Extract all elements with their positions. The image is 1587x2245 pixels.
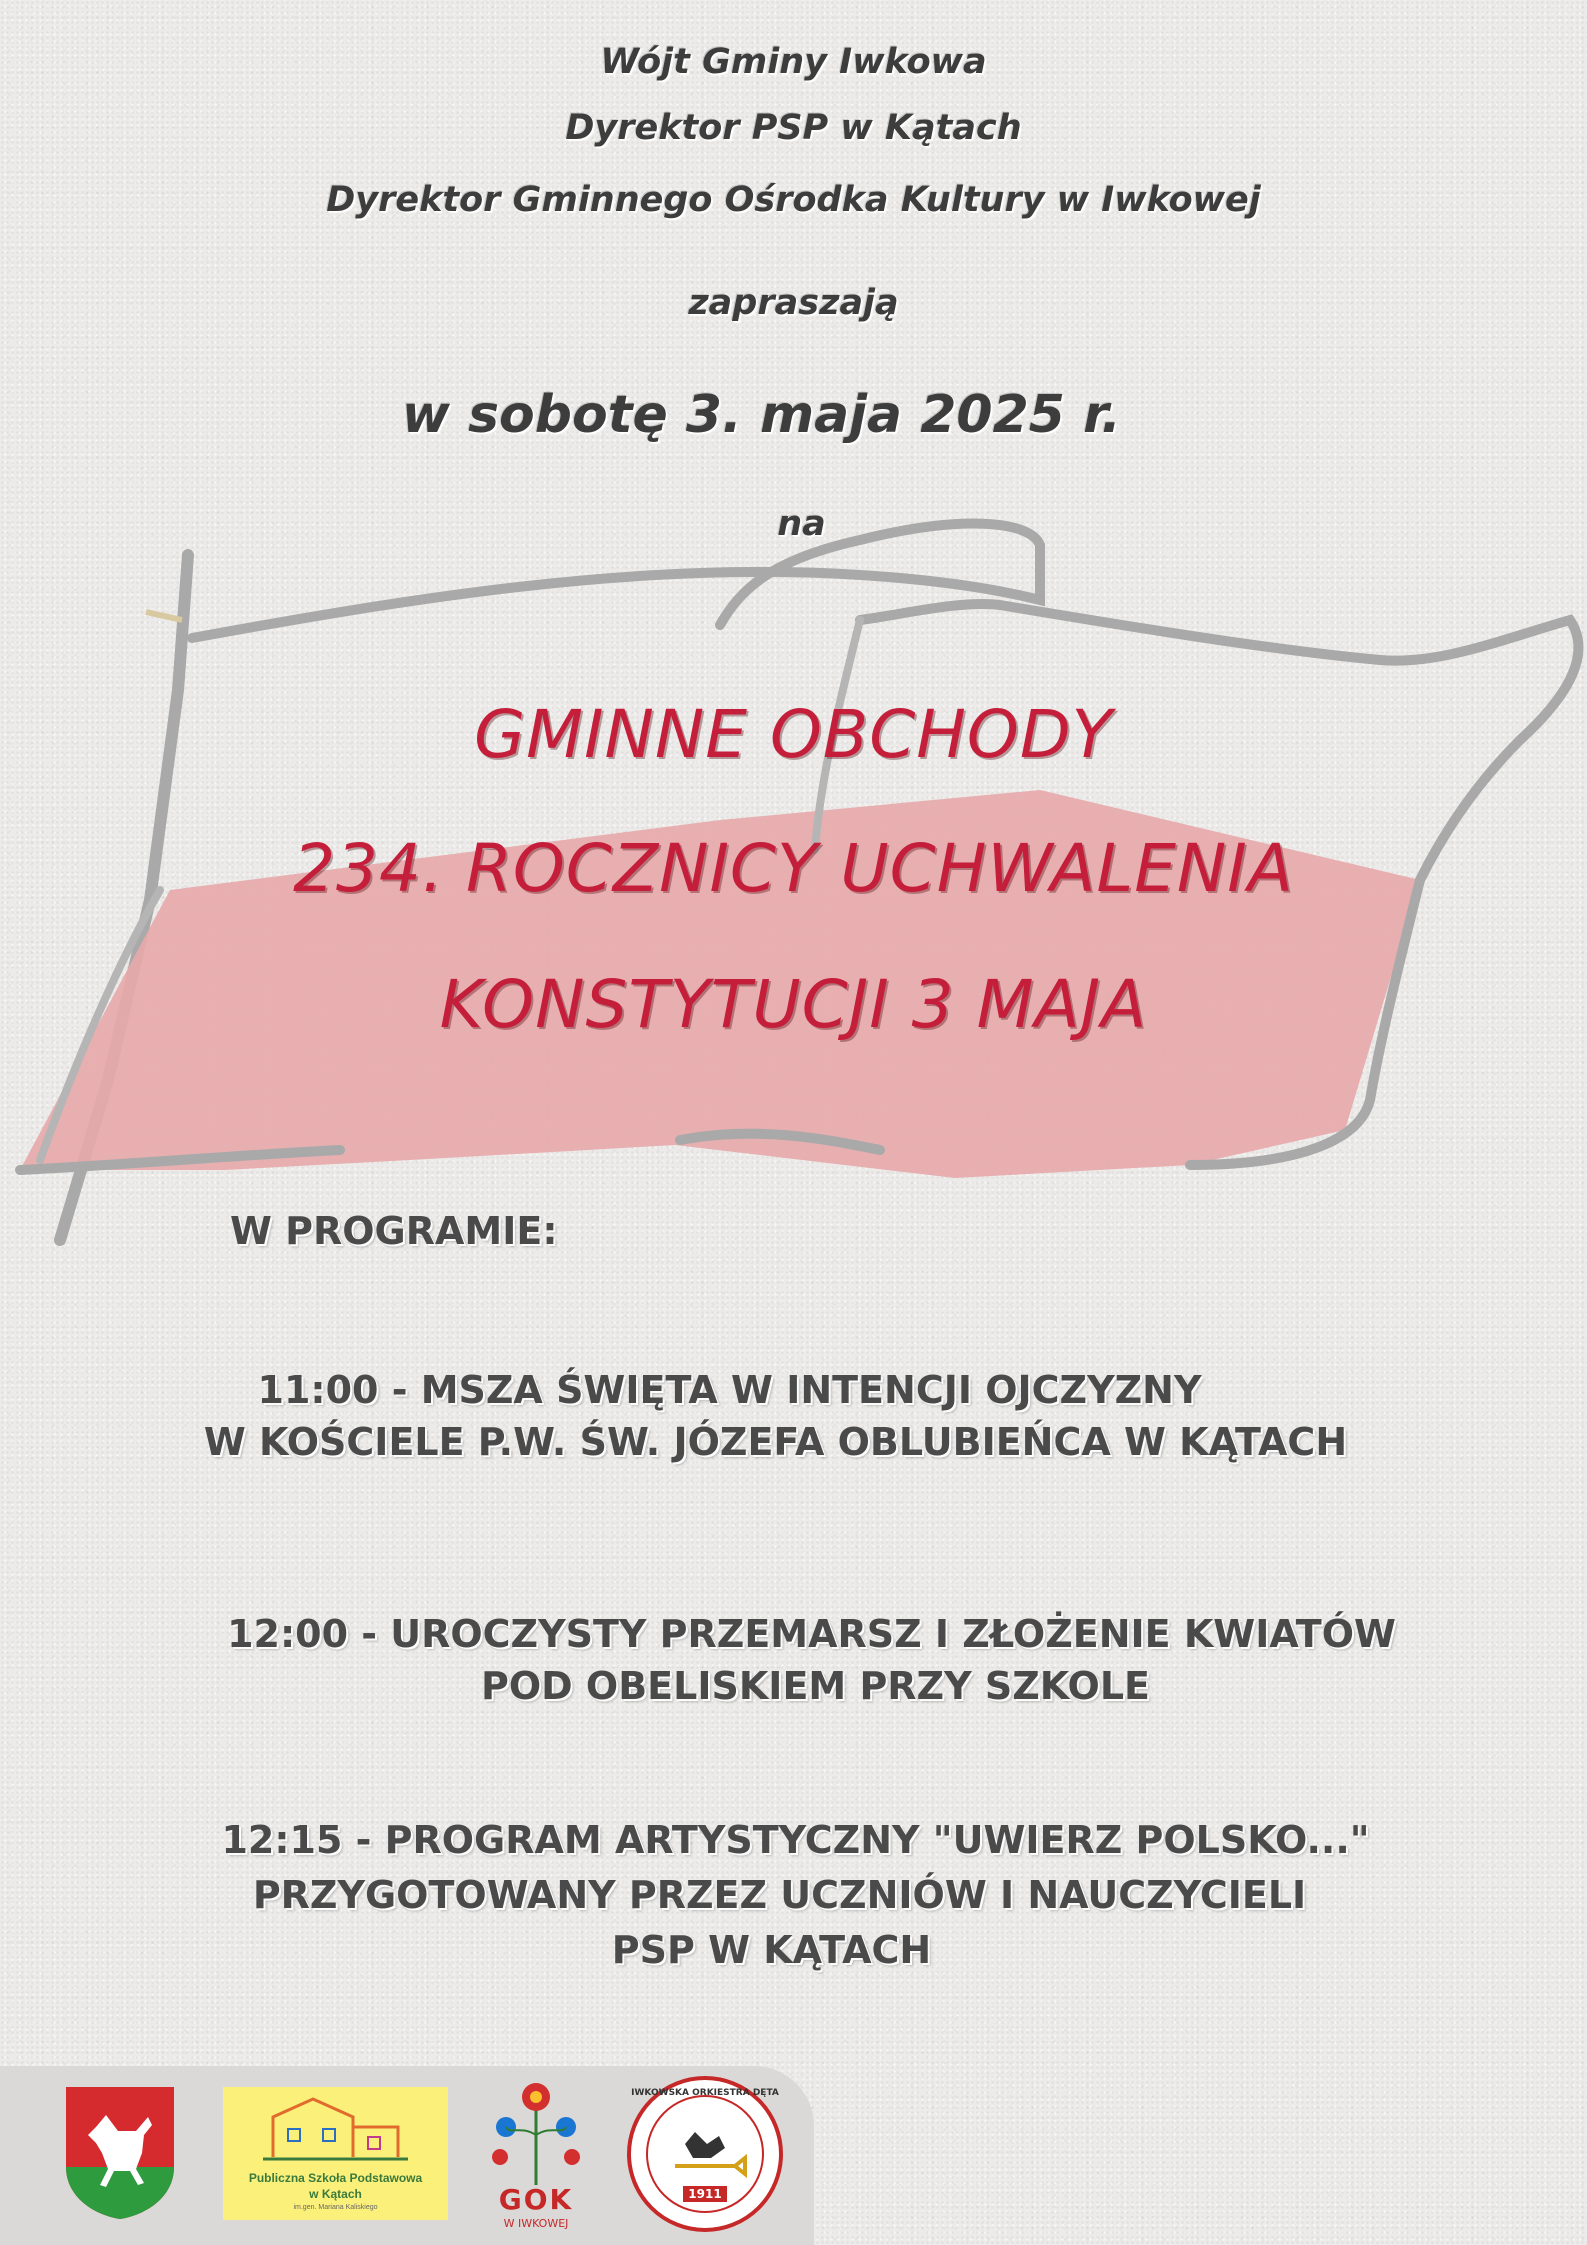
event-date: w sobotę 3. maja 2025 r. [401, 385, 1122, 445]
coat-of-arms-logo [66, 2087, 174, 2219]
title-line-3: KONSTYTUCJI 3 MAJA [439, 966, 1148, 1043]
orchestra-logo [625, 2074, 785, 2234]
orchestra-name: IWKOWSKA ORKIESTRA DĘTA [631, 2088, 779, 2098]
orchestra-year: 1911 [688, 2187, 722, 2201]
organizer-line-1: Wójt Gminy Iwkowa [600, 42, 987, 82]
program-item-2-line-1: 12:00 - UROCZYSTY PRZEMARSZ I ZŁOŻENIE KWIATÓW [227, 1612, 1396, 1656]
organizer-line-3: Dyrektor Gminnego Ośrodka Kultury w Iwkowej [326, 180, 1261, 220]
organizer-line-2: Dyrektor PSP w Kątach [565, 108, 1022, 148]
program-item-3-line-2: PRZYGOTOWANY PRZEZ UCZNIÓW I NAUCZYCIELI [252, 1873, 1307, 1917]
title-line-1: GMINNE OBCHODY [473, 696, 1113, 773]
program-item-1-line-1: 11:00 - MSZA ŚWIĘTA W INTENCJI OJCZYZNY [257, 1368, 1202, 1412]
program-item-1-line-2: W KOŚCIELE P.W. ŚW. JÓZEFA OBLUBIEŃCA W KĄTACH [203, 1420, 1348, 1464]
school-name-line-2: w Kątach [309, 2187, 362, 2201]
school-name-line-1: Publiczna Szkoła Podstawowa [248, 2171, 423, 2185]
school-logo [223, 2087, 448, 2220]
program-heading: W PROGRAMIE: [230, 1209, 558, 1253]
orchestra-emblem-icon [625, 2074, 785, 2234]
program-item-3-line-1: 12:15 - PROGRAM ARTYSTYCZNY "UWIERZ POLSKO..." [221, 1818, 1370, 1862]
gok-sublabel: W IWKOWEJ [503, 2217, 569, 2230]
school-patron: im.gen. Mariana Kaliskiego [293, 2204, 378, 2211]
gok-label: GOK [498, 2183, 574, 2216]
invite-text: zapraszają [688, 283, 899, 323]
program-item-3-line-3: PSP W KĄTACH [611, 1928, 932, 1972]
gok-logo [480, 2075, 592, 2233]
title-line-2: 234. ROCZNICY UCHWALENIA [293, 830, 1294, 907]
school-building-icon [223, 2087, 448, 2167]
program-item-2-line-2: POD OBELISKIEM PRZY SZKOLE [480, 1664, 1150, 1708]
folk-flower-icon [480, 2075, 592, 2185]
on-text: na [777, 504, 826, 544]
